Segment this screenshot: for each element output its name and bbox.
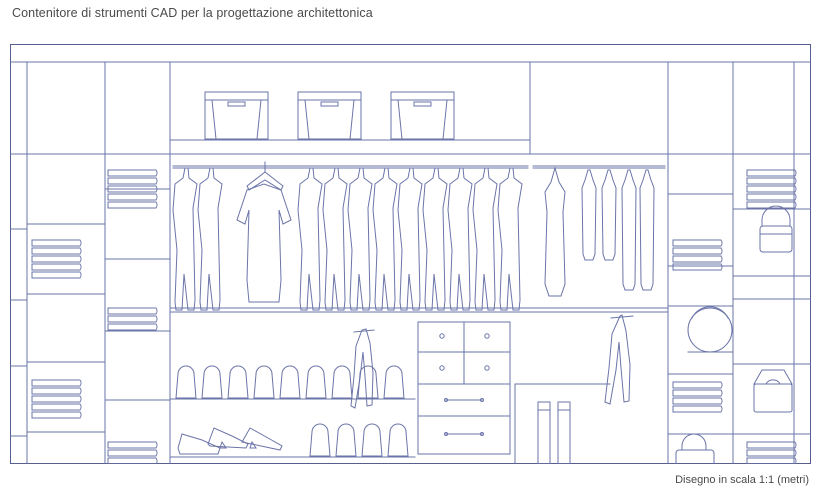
- hanging-garments-long: [173, 162, 522, 310]
- cad-drawing-canvas: [10, 44, 811, 464]
- shoe-row-upper: [176, 366, 404, 398]
- folded-trousers-right: [605, 315, 633, 404]
- drawer-knob: [440, 366, 444, 370]
- box-2: [298, 92, 361, 139]
- handbag-top-right: [760, 206, 792, 252]
- drawer-unit: [418, 322, 510, 464]
- drawer-knob: [440, 334, 444, 338]
- box-3: [391, 92, 454, 139]
- folded-linens-left-bottom: [32, 380, 81, 418]
- folded-linens-right-low: [673, 382, 722, 412]
- folded-linens-right-base: [747, 442, 796, 464]
- hanging-garments-short: [545, 168, 654, 296]
- folded-linens-left-base: [108, 442, 157, 464]
- shoe-row-lower: [178, 424, 408, 456]
- folded-linens-left-lower: [108, 308, 157, 330]
- scale-note: Disegno in scala 1:1 (metri): [675, 474, 809, 486]
- folded-linens-right-top: [747, 170, 796, 208]
- drawer-knob: [485, 366, 489, 370]
- drawer-knob: [485, 334, 489, 338]
- handbag-mid-right: [754, 370, 792, 412]
- box-1: [205, 92, 268, 139]
- round-bag: [688, 307, 732, 352]
- boots-pair: [534, 402, 574, 464]
- page-title: Contenitore di strumenti CAD per la progettazione architettonica: [12, 6, 373, 20]
- folded-linens-left-mid: [32, 240, 81, 278]
- handbag-bottom-right: [676, 434, 714, 464]
- closet-elevation-drawing: [10, 44, 811, 464]
- hanger-icon: [247, 172, 283, 190]
